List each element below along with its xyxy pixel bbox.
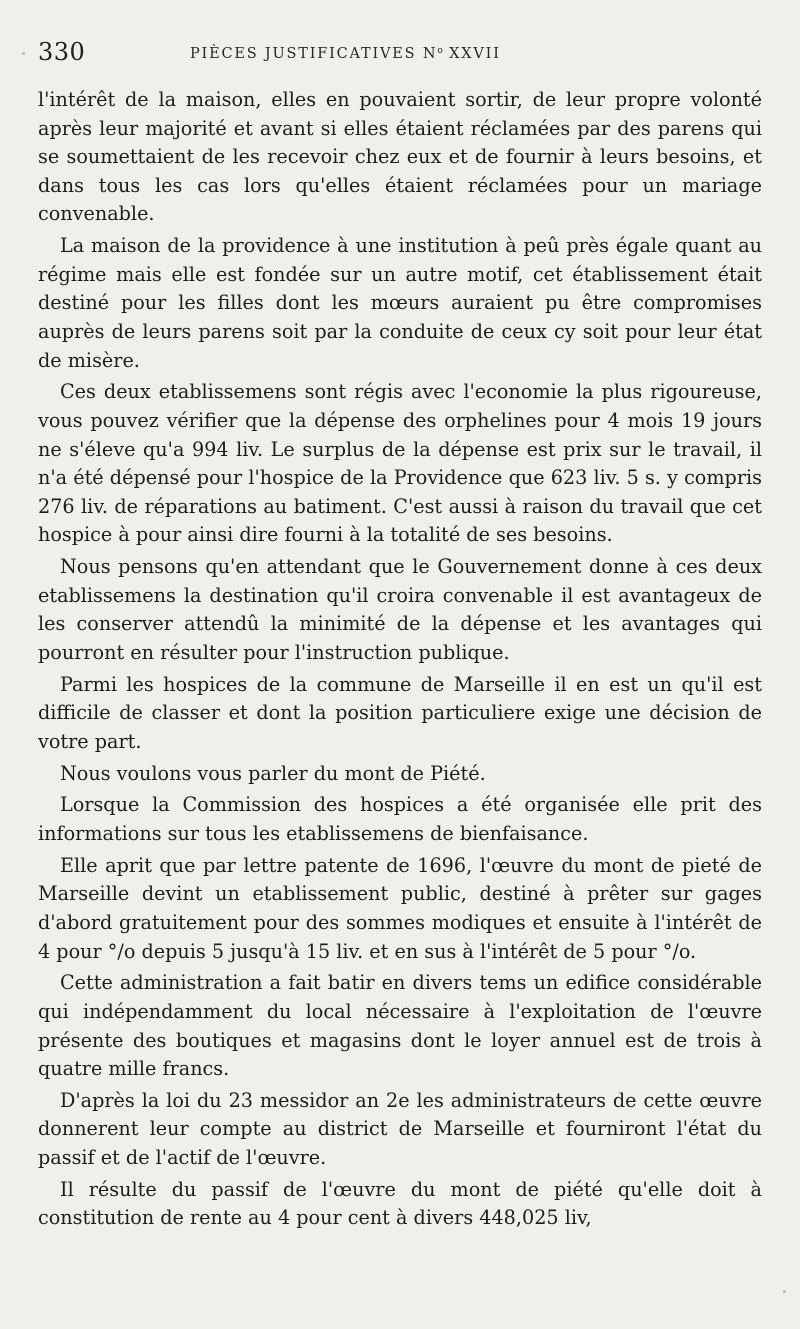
running-title (190, 46, 501, 62)
paragraph-1: l'intérêt de la maison, elles en pouvaient sortir, de leur propre volonté après leur majorité et avant si elles étaient réclamées par des parens qui se soumettaient de les recevoir chez eux et de fournir à leurs besoins, et dans tous les cas lors qu'elles étaient réclamées pour un mariage convenable. (38, 88, 762, 226)
paragraph-7: Lorsque la Commission des hospices a été organisée elle prit des informations sur tous les etablissemens de bienfaisance. (38, 793, 762, 845)
paragraph-3: Ces deux etablissemens sont régis avec l'economie la plus rigoureuse, vous pouvez vérifier que la dépense des orphelines pour 4 mois 19 jours ne s'éleve qu'a 994 liv. Le surplus de la dépense est prix sur le travail, il n'a été dépensé pour l'hospice de la Providence que 623 liv. 5 s. y compris 276 liv. de réparations au batiment. C'est aussi à raison du travail que cet hospice à pour ainsi dire fourni à la totalité de ses besoins. (38, 380, 762, 547)
page-header (38, 28, 762, 72)
running-title-tail: XXVII (442, 46, 501, 62)
running-title-main: PIÈCES JUSTIFICATIVES N (190, 46, 438, 62)
body-text (38, 86, 762, 1233)
paper-speck (22, 52, 25, 55)
page-number: 330 (38, 38, 86, 66)
paragraph-6: Nous voulons vous parler du mont de Piété. (60, 761, 486, 785)
paragraph-8: Elle aprit que par lettre patente de 1696, l'œuvre du mont de pieté de Marseille devint un etablissement public, destiné à prêter sur gages d'abord gratuitement pour des sommes modiques et ensuite à l'intérêt de 4 pour °/o depuis 5 jusqu'à 15 liv. et en sus à l'intérêt de 5 pour °/o. (38, 853, 762, 963)
paragraph-11: Il résulte du passif de l'œuvre du mont de piété qu'elle doit à constitution de rente au 4 pour cent à divers 448,025 liv, (38, 1177, 762, 1230)
paragraph-5: Parmi les hospices de la commune de Marseille il en est un qu'il est difficile de classer et dont la position particuliere exige une décision de votre part. (38, 672, 762, 753)
paragraph-9: Cette administration a fait batir en divers tems un edifice considérable qui indépendamment du local nécessaire à l'exploitation de l'œuvre présente des boutiques et magasins dont le loyer annuel est de trois à quatre mille francs. (38, 971, 762, 1081)
book-page (38, 28, 762, 1298)
running-title-superscript: o (437, 46, 443, 56)
paragraph-10: D'après la loi du 23 messidor an 2e les administrateurs de cette œuvre donnerent leur compte au district de Marseille et fourniront l'état du passif et de l'actif de l'œuvre. (38, 1088, 762, 1170)
paper-speck (783, 1290, 786, 1293)
paragraph-4: Nous pensons qu'en attendant que le Gouvernement donne à ces deux etablissemens la destination qu'il croira convenable il est avantageux de les conserver attendû la minimité de la dépense et les avantages qui pourront en résulter pour l'instruction publique. (38, 555, 762, 664)
paragraph-2: La maison de la providence à une institution à peû près égale quant au régime mais elle est fondée sur un autre motif, cet établissement était destiné pour les filles dont les mœurs auraient pu être compromises auprès de leurs parens soit par la conduite de ceux cy soit pour leur état de misère. (38, 234, 762, 372)
